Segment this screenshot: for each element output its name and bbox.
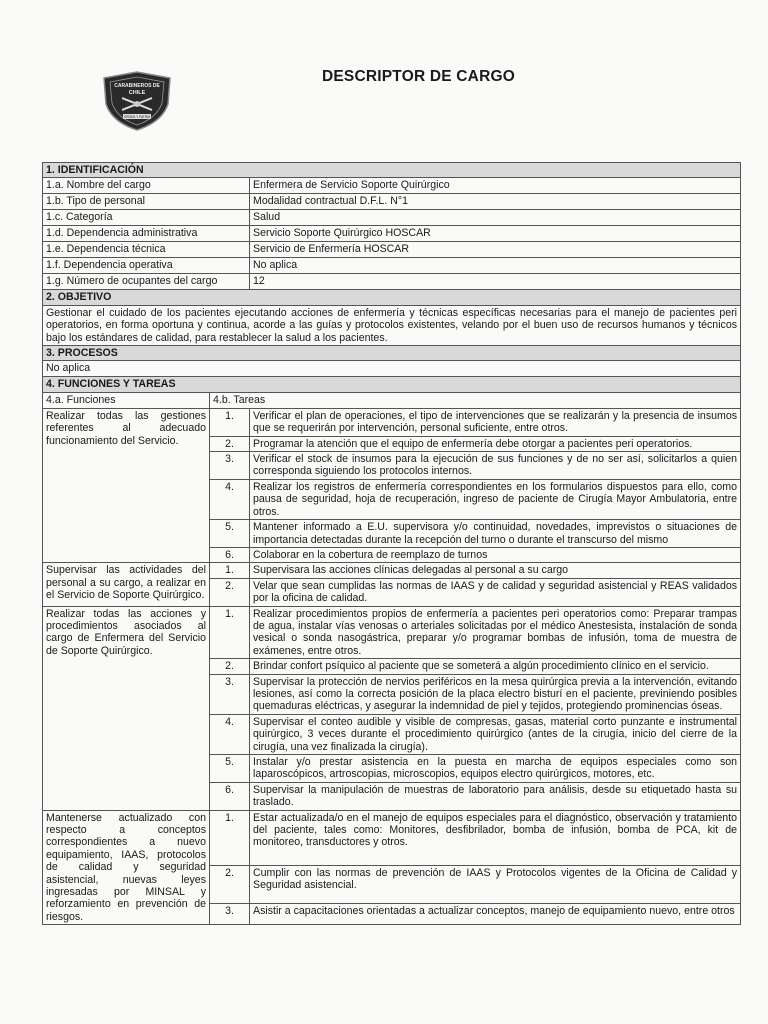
field-label: 1.e. Dependencia técnica [43, 242, 250, 258]
funcion-text: Realizar todas las gestiones referentes al adecuado funcionamiento del Servicio. [43, 408, 210, 562]
section-funciones-header [43, 377, 741, 392]
field-label: 1.a. Nombre del cargo [43, 178, 250, 194]
task-text: Mantener informado a E.U. supervisora y/o continuidad, novedades, imprevistos o situaciones de importancia detectadas durante la recepción del turno o durante el transcurso del mismo [250, 520, 741, 548]
task-text: Programar la atención que el equipo de enfermería debe otorgar a pacientes peri operatorios. [250, 436, 741, 451]
task-row [43, 810, 741, 865]
task-text: Asistir a capacitaciones orientadas a actualizar conceptos, manejo de equipamiento nuevo, entre otros [250, 904, 741, 925]
task-text: Verificar el plan de operaciones, el tipo de intervenciones que se realizarán y la presencia de insumos que se requerirán por intervención, personal suficiente, entre otros. [250, 408, 741, 436]
task-number: 2. [210, 865, 250, 903]
logo-text-line1: CARABINEROS DE [114, 83, 160, 89]
section-heading: 4. FUNCIONES Y TAREAS [43, 377, 741, 392]
task-number: 3. [210, 904, 250, 925]
task-number: 1. [210, 563, 250, 578]
table-row [43, 210, 741, 226]
task-text: Instalar y/o prestar asistencia en la puesta en marcha de equipos especiales como son laparoscópicos, artroscopias, microscopios, equipos electro quirúrgicos, motores, etc. [250, 755, 741, 783]
task-text: Verificar el stock de insumos para la ejecución de sus funciones y de no ser así, solicitarlos a quien corresponda siguiendo los protocolos internos. [250, 452, 741, 480]
task-number: 5. [210, 520, 250, 548]
funciones-column-headers [43, 392, 741, 408]
section-heading: 1. IDENTIFICACIÓN [43, 163, 741, 178]
task-number: 1. [210, 810, 250, 865]
field-label: 1.f. Dependencia operativa [43, 258, 250, 274]
table-row [43, 226, 741, 242]
task-text: Supervisar la manipulación de muestras de laboratorio para análisis, desde su etiquetado hasta su traslado. [250, 782, 741, 810]
table-row [43, 178, 741, 194]
document-title: DESCRIPTOR DE CARGO [322, 68, 515, 85]
field-label: 1.c. Categoría [43, 210, 250, 226]
field-label: 1.b. Tipo de personal [43, 194, 250, 210]
funcion-text: Supervisar las actividades del personal a su cargo, a realizar en el Servicio de Soporte Quirúrgico. [43, 563, 210, 606]
task-number: 1. [210, 408, 250, 436]
table-row [43, 361, 741, 377]
logo-text-line3: ORDEN Y PATRIA [123, 115, 151, 119]
field-value: Servicio Soporte Quirúrgico HOSCAR [250, 226, 741, 242]
field-label: 1.g. Número de ocupantes del cargo [43, 274, 250, 290]
column-header-funciones: 4.a. Funciones [43, 392, 210, 408]
funcion-text: Mantenerse actualizado con respecto a conceptos correspondientes a nuevo equipamiento, IAAS, protocolos de calidad y seguridad asistencial, nuevas leyes ingresadas por MINSAL y reforzamiento en prevención de riesgos. [43, 810, 210, 925]
task-number: 1. [210, 606, 250, 659]
task-number: 4. [210, 714, 250, 754]
task-number: 4. [210, 479, 250, 519]
task-row [43, 563, 741, 578]
task-number: 3. [210, 452, 250, 480]
section-objetivo-header [43, 290, 741, 305]
task-row [43, 606, 741, 659]
task-number: 2. [210, 659, 250, 674]
field-value: 12 [250, 274, 741, 290]
funcion-text: Realizar todas las acciones y procedimientos asociados al cargo de Enfermera del Servicio de Soporte Quirúrgico. [43, 606, 210, 810]
section-heading: 2. OBJETIVO [43, 290, 741, 305]
section-identificacion-header [43, 163, 741, 178]
procesos-text: No aplica [43, 361, 741, 377]
field-value: Modalidad contractual D.F.L. N°1 [250, 194, 741, 210]
section-procesos-header [43, 346, 741, 361]
descriptor-table [42, 162, 741, 925]
table-row [43, 305, 741, 345]
task-number: 2. [210, 436, 250, 451]
field-value: Salud [250, 210, 741, 226]
table-row [43, 274, 741, 290]
table-row [43, 242, 741, 258]
task-text: Estar actualizada/o en el manejo de equipos especiales para el diagnóstico, observación y tratamiento del paciente, tales como: Monitores, desfibrilador, bomba de infusión, bomba de PCA, kit de monitoreo, transductores y otros. [250, 810, 741, 865]
task-number: 5. [210, 755, 250, 783]
carabineros-logo [100, 70, 174, 132]
task-text: Realizar procedimientos propios de enfermería a pacientes peri operatorios como: Preparar trampas de agua, instalar vías venosas o arteriales solicitadas por el médico Anestesista, instalación de sonda vesical o sonda nasogástrica, preparar y/o programar bombas de infusión, toma de muestra de exámenes, entre otros. [250, 606, 741, 659]
task-text: Velar que sean cumplidas las normas de IAAS y de calidad y seguridad asistencial y REAS validados por la oficina de calidad. [250, 578, 741, 606]
field-label: 1.d. Dependencia administrativa [43, 226, 250, 242]
task-text: Supervisar el conteo audible y visible de compresas, gasas, material corto punzante e instrumental quirúrgico, 3 veces durante el procedimiento quirúrgico (antes de la cirugía, inicio del cierre de la cirugía, una vez finalizada la cirugía). [250, 714, 741, 754]
task-text: Colaborar en la cobertura de reemplazo de turnos [250, 547, 741, 562]
task-number: 6. [210, 782, 250, 810]
table-row [43, 258, 741, 274]
field-value: Servicio de Enfermería HOSCAR [250, 242, 741, 258]
column-header-tareas: 4.b. Tareas [210, 392, 741, 408]
field-value: Enfermera de Servicio Soporte Quirúrgico [250, 178, 741, 194]
task-text: Brindar confort psíquico al paciente que se someterá a algún procedimiento clínico en el servicio. [250, 659, 741, 674]
task-number: 6. [210, 547, 250, 562]
task-row [43, 408, 741, 436]
task-text: Realizar los registros de enfermería correspondientes en los formularios dispuestos para ello, como pausa de seguridad, hoja de recuperación, ingreso de paciente de Cirugía Mayor Ambulatoria, entre otros. [250, 479, 741, 519]
task-text: Supervisara las acciones clínicas delegadas al personal a su cargo [250, 563, 741, 578]
field-value: No aplica [250, 258, 741, 274]
task-number: 3. [210, 674, 250, 714]
section-heading: 3. PROCESOS [43, 346, 741, 361]
task-number: 2. [210, 578, 250, 606]
objetivo-text: Gestionar el cuidado de los pacientes ejecutando acciones de enfermería y técnicas específicas necesarias para el manejo de pacientes peri operatorios, en forma oportuna y continua, acorde a las guías y protocolos existentes, velando por el buen uso de recursos humanos y técnicos bajo los estándares de calidad, para restablecer la salud a los pacientes. [43, 305, 741, 345]
task-text: Supervisar la protección de nervios periféricos en la mesa quirúrgica previa a la intervención, evitando lesiones, así como la correcta posición de la placa electro bisturí en el paciente, previniendo posibles quemaduras eléctricas, y asegurar la indemnidad de piel y tejidos, protegiendo prominencias óseas. [250, 674, 741, 714]
task-text: Cumplir con las normas de prevención de IAAS y Protocolos vigentes de la Oficina de Calidad y Seguridad asistencial. [250, 865, 741, 903]
table-row [43, 194, 741, 210]
logo-text-line2: CHILE [128, 90, 146, 96]
